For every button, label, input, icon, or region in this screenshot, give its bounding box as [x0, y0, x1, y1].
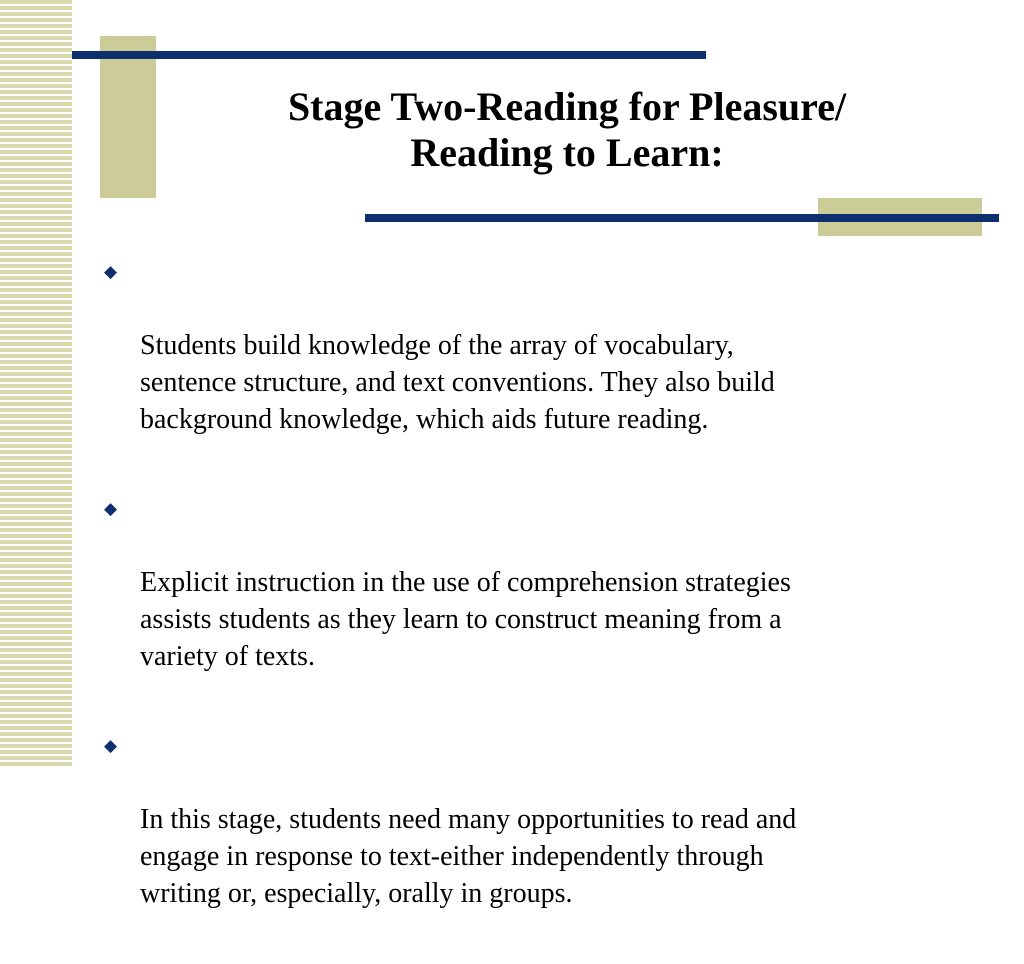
title-rule-bottom — [365, 214, 999, 222]
bullet-item — [104, 253, 954, 438]
bullet-item — [104, 727, 954, 912]
decorative-block-top — [100, 36, 156, 198]
bullet-text: In this stage, students need many opportunities to read and engage in response to text-either independently through writing or, especially, orally in groups. — [140, 804, 797, 909]
diamond-bullet-icon: ◆ — [104, 262, 118, 281]
diamond-bullet-icon: ◆ — [104, 499, 118, 518]
diamond-bullet-icon: ◆ — [104, 736, 118, 755]
slide-title-line-2: Reading to Learn: — [410, 130, 724, 175]
title-rule-top — [72, 51, 706, 59]
slide-title-line-1: Stage Two-Reading for Pleasure/ — [287, 84, 847, 129]
bullet-text: Students build knowledge of the array of vocabulary, sentence structure, and text conventions. They also build background knowledge, which aids future reading. — [140, 330, 775, 435]
slide-title — [180, 84, 954, 176]
bullet-text: Explicit instruction in the use of comprehension strategies assists students as they learn to construct meaning from a variety of texts. — [140, 567, 791, 672]
bullet-list — [104, 253, 954, 964]
bullet-item — [104, 490, 954, 675]
decorative-stripe-band — [0, 0, 72, 768]
